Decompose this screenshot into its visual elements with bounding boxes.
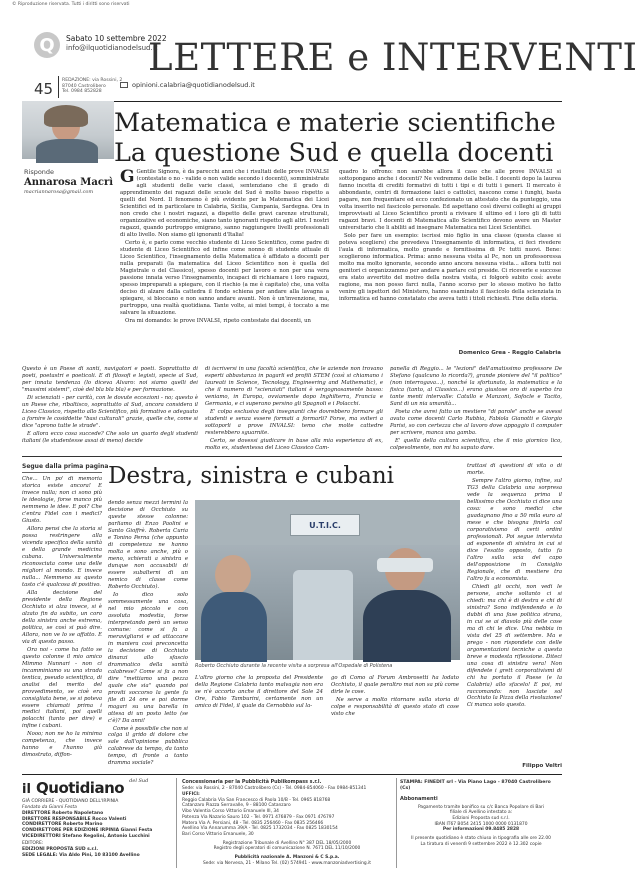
article2-column-2: dendo senza mezzi termini la decisione di Occhiuto su queste stesse colonne: parliamo di Enzo Paolini e Santo Gioffrè. Roberta Curia e Tonino Perna (che appunto di competenza ne hanno molta e sono anche, più o meno, schierati a sinistra e dunque non accusabili di essere subalterni di un nemico di classe come Roberto Occhiuto). Io dico solo sommessamente una cosa, nel mio piccolo e con assoluta modestia, forse interpretando però un senso comune: come si fa a meravigliarsi e ad attaccare in maniera così preconcetta la decisione di Occhiuto dinanzi allo sfascio drammatico della sanità calabrese? Come si fa a non dire "mettiamo una pezza quale che sia" quando poi proviti soccorso la gente fa file di 24 ore e poi dorme magari su una barella in attesa di un posto letto (se c'è)? Da anni! Come è possibile che non si colga il grido di dolore che sale dall'opinione pubblica calabrese da tempo, da tanto tempo, di fronte a tanto dramma sociale? [108,500,188,767]
mail-icon [120,82,128,88]
article2-column-3: L'altro giorno che la proposta del Presidente della Regione Calabria tanto malvagia non era se n'è accorto anche il direttore del Sole 24 Ore, Fabio Tamburini, certamente non un amico di Fidel, il quale da Cernobbio sul la- [195,675,323,709]
continued-label: Segue dalla prima pagina [22,463,109,470]
opinion-email[interactable]: opinioni.calabria@quotidianodelsud.it [132,81,255,89]
copyright-note: © Riproduzione riservata. Tutti i diritti sono riservati [12,2,130,7]
article2-column-4: go di Como al Forum Ambrosetti ha lodato Occhiuto, il quale peraltro mai non sa più come dirle le cose. Ne serve a molto ritornare sulla storia di colpe e responsabilità di questo stato di cose visto che [331,675,459,717]
photo-sign: U.T.I.C. [309,520,341,530]
page-number: 45 [34,80,54,98]
header-email: info@ilquotidianodelsud.it [66,44,158,52]
author-box: Risponde Annarosa Macrì macriannarosa@gmail.com [24,168,114,195]
article2-column-1: Che... Un po' di memoria storica esiste ancora! E invece nulla; non ci sono più le ideologie, forse manco più nemmeno le idee. E poi? Che c'entra Fidel con i medici? Giusto. Allora pensi che la storia si possa restringere alla vicenda specifica della sanità e della grande medicina cubana. Universalmente riconosciuta come una delle migliori al mondo. E invece nulla... Nemmeno su questo tasto c'è qualcosa di positivo. Alla decisione del presidente della Regione Occhiuto si alza invece, si è alzato fin da subito, un coro della sinistra anche estrema, politica, se così si può dire. Allora, non ve lo se affatto. E via di questo passo. Ora noi - come ha fatto se questo colonne il mio amico Mimmo Nunnari - non ci incamminiamo su una strada tentica, pseudo scientifica, di analisi del merito del provvedimento, se cioè era consigliata bene, se si poteva essere chiamati prima i medici italiani, poi quelli polacchi (tanto per dire) e infine i cubani. Nooo; non ne ho la minima competenza, che invece hanno e l'hanno già dimostrato, diffon- [22,476,102,759]
page-header [0,10,638,100]
article2-photo [195,500,460,660]
letter-column-1: G Gentile Signora, è da parecchi anni che i risultati delle prove INVALSI (contestate o no - valide o non valide secondo i docenti), somministrate agli studenti delle varie classi, sentenziano che il grado di apprendimento dei ragazzi delle scuole del Sud è molto basso rispetto a quelli del Nord. Il fenomeno è più evidente per la Matematica dei Licei Scientifici ed in particolare in Calabria, Sicilia, Campania, Sardegna. Ora in non credo che i nostri ragazzi, a dispetto delle gravi carenze strutturali, organizzative ed economiche, siano tanto ignoranti rispetto agli altri. I nostri ragazzi, quando purtroppo emigrano, sanno raggiungere livelli professionali di alto livello. Non siamo gli ignoranti d'Italia! Certo è, e parlo come vecchio studente di Liceo Scientifico, come padre di studente di Liceo Scientifico ed infine come nonno di studente attuale di Liceo Scientifico, l'insegnamento della Matematica è affidato a docenti per nulla preparati (la matematica del Liceo Scientifico non è quella del Magistrale o del Classico), spesso docenti per lavoro e non per una vera passione innata verso l'insegnamento, incapaci di richiamare i loro ragazzi, spesso impreparati a spiegare, con il rischio (a me è capitato) che, una volta deciso di alzare dalla cattedra il fondo schiena per andare alla lavagna a spiegare, si bloccano e non sanno andare avanti. Non è un'invenzione, ma, purtroppo, una realtà quotidiana. Tante volte, ai miei tempi, è toccato a me salvare la situazione. Ora mi domando: le prove INVALSI, ripeto contestate dai docenti, un [120,167,329,324]
reply-column-3: panella di Reggio... le "lezioni" dell'amatissimo professore De Stefano (qualcuno lo ricorda?), grande pioniere del "il politico" (non interrogava...), nonché la sfortunato, la matematica e la fisica (tanto, al Classico...) erano giustose oro di superbo tra tante menti intervalle: Catullo e Manzoni, Sofocle e Tacito, Sant di un nia umanità... Poeta che avrei fatto un mestiere "di parole" anche se avessi avuto come docenti Carlo Rubbia, Fabiola Gianotti e Giorgio Parisi, so con certezza che al lavoro dove appoggio il computer per scrivere, manca una gamba. E' quella della cultura scientifica, che il mio giornico lico, colpevolmente, non mi ha saputo dare. [390,366,562,451]
article2-column-5: trattasi di questioni di vita o di morte. Sempre l'altro giorno, infine, sul TG3 della Calabria una sorpresa vede la sequenza prima il bellissimo che Occhiuto ci dice una cosa: e sono medici che guadagnano fino a 50 mila euro al mese e che bisogna finirla col corporativismo di certi ordini professionali. Poi segue intervista ad esponente di sinistra in cui si dice l'esatto opposto, tutto fa l'altro sulla scia del capo dell'opposizione in Consiglio Regionale, che di mestiere tra l'altro fa a economista. Chiedi gli occhi, non vedi le persone, anche soltanto ci si chiedi: ma chi è di destra e chi di sinistra? Sono indifendendo e lo dubbi di una fase politica strana, in cui se ai diavolo più delle cose ma di chi le dice. Una nebbia in vista del 25 di settembre. Ma e prego - non rispondete con delle argomentazioni tecniche a questa breve e modesta riflessione. Diteci una cosa di sinistra vera! Non difendete i grett corporativismi di chi ha portato il Paese (e la Calabria) allo sfacelo! E poi, mi raccomando: non lasciate sol Occhiuto la Pizza della rivoluzione! Ci manca solo questo. [467,463,562,709]
section-title: LETTERE e INTERVENTI [148,36,638,79]
footer-stampa: STAMPA: FINEDIT srl - Via Piano Lago - 87040 Castrolibero (Cs) [400,780,551,791]
article1-title: Matematica e materie scientifiche La questione Sud e quella docenti [114,108,556,168]
reply-column-2: di iscriversi in una facoltà scientifica, che le aziende non trovano esperti abbastanza in pagarli ed profili STEM (così si chiamano i laureati in Science, Tecnology, Engineering and Mathematic), e che il numero di "scienziati" italiani è vergognosamente basso: veniamo, in Europa, ovviamente dopo Inghilterra, Francia e Germania, e ci superano persino gli Spagnoli e i Polacchi. E' colpa esclusiva degli insegnanti che dovrebbero formare gli studenti e senza essere formati a formarli? Forse, ma sviteri a sottoporli a prove INVALSI: temo che molte cattedre resterebbero sguarnite. Certo, se dovessi giudicare in base alla mia esperienza di ex, molto ex, studentessa del Liceo Classico Cam- [205,366,383,451]
footer-abbonamenti: Abbonamenti Pagamento tramite bonifico su c/c Banca Popolare di Bari filiale di Avellino intestato a: Edizioni Proposta sud s.r.l. IBAN IT67 B054 2415 1000 0000 0131870 Per informazioni 09.8485 2828 Il presente quotidiano è stato chiuso in tipografia alle ore 22.00 La tiratura di venerdì 9 settembre 2022 è 12.302 copie [400,796,551,847]
footer-masthead: GIÀ CORRIERE - QUOTIDIANO DELL'IRPINIA Fondato da Gianni Festa DIRETTORE Roberto Napoletano DIRETTORE RESPONSABILE Rocco Valenti CONDIRETTORE Roberto Marino CONDIRETTORE PER EDIZIONE IRPINIA Gianni Festa VICEDIRETTORI Stefano Regolini, Antonio Lucchini EDITORE: EDIZIONI PROPOSTA SUD s.r.l. SEDE LEGALE: Via Aldo Pini, 10 83100 Avellino [22,799,153,858]
letter-column-2: quadro lo offrono: non sarebbe allora il caso che alle prove INVALSI si sottopongano anche i docenti? Ne vedremmo delle belle. I docenti dopo la laurea fanno incetta di crediti formativi di tutti i tipi e di tutti i generi. Il mercato è abbondante, centri di formazione laici o cattolici, nascono come i funghi, basta pagare, non frequentare ed ecco confezionato un attestato che da punteggio, una volta inserito nel fascicolo personale. Ed aspettano così diversi colleghi ai gruppi improvvisati al Liceo Scientifico pronti a rivivare il ultimo ed i loro gli di tutti ragazzi bravi. I docenti di Matematica allo Scientifico devono avere un Master universitario che li abiliti ad insegnare Matematica nei Licei Scientifici. Solo per fare un esempio: iscrissi mio figlio in una classe (questa classe si poteva scegliere) che prevedeva l'insegnamento di informatica, ci feci rivedere l'aula di informatica, molto grande e fornitissima di Pc tutti nuovi. Bene: scoglierono informatica. Prima: anno nessuna visita al Pc, non un professoressa molto ma molto ignorante, secondo anno ancora nessuna visita... allora tutti noi genitori ci organizzammo per andare a parlare col preside. Ci riceverle e succose era stato avvertito del motivo della nostra visita, ci folgorò subito così: avete ragione, ma non posso farci nulla, l'anno scorso per lo stesso motivo ho fatto venire gli ispettori del Ministero, hanno esaminato il fascicolo della scienziata in informatica ed hanno constatato che aveva tutti i titoli richiesti. Fine della storia. [339,169,561,302]
article2-signature: Filippo Veltri [522,763,562,769]
reply-column-1: Questo è un Paese di santi, navigatori e poeti. Soprattutto di poeti, poetastri e poeticoli. E di filosofi e legisti, specie al Sud, per innata tendenza (lo diceva Alvaro: noi siamo quelli dei "massimi sistemi", cioè del bla bla bla) e per formazione. Di scienziati - per carità, con le dovute eccezioni - no; questo è un Paese che, ribaltisco, soprattutto al Sud, ancora considera il Liceo Classico, rispetto allo Scientifico, più formativo e adeguato a fornire le cosiddette "basi culturali" grazie, quelle che, come si dice "aprono tutte le strade". E allora ecco cosa succede? Che solo un quarto degli studenti italiani (le studentesse assai di meno) decide [22,366,198,444]
article2-title: Destra, sinistra e cubani [108,463,395,489]
header-date: Sabato 10 settembre 2022 [66,34,167,43]
logo-q-icon: Q [34,32,60,58]
footer-logo: il Quotidiano $^{del Sud}$ [22,778,149,797]
letter-signature: Domenico Grea - Reggio Calabria [458,350,561,356]
footer-concession: Concessionaria per la Pubblicità Publikompass s.r.l. Sede: via Rossini, 2 - 87040 Castrolibero (Cs) - Tel. 0984-854060 - Fax 0984-851341 UFFICI: Reggio Calabria Via San Francesco di Paola 10/B - Tel. 0965 818768 Catanzaro Piazza Serravalle, 9 - 88100 Catanzaro Vibo Valentia Corso Vittorio Emanuele III, 34 Potenza Via Nazario Sauro 102 - Tel. 0971 476879 - Fax 0971 476797 Matera Via A. Persiani, 48 - Tel. 0835 256460 - Fax 0835 256466 Avellino Via Annarumma 39/A - Tel. 0825 1732034 - Fax 0825 1830154 Bari Corso Vittorio Emanuele, 30 Registrazione Tribunale di Avellino N° 387 DEL 18/05/2000 Registro degli operatori di comunicazione N. 7671 DEL 11/10/2000 Pubblicità nazionale A. Manzoni & C S.p.a. Sede: via Nervesa, 21 - Milano Tel. (02) 574941 - www.manzoniadvertising.it [182,780,371,866]
author-photo [22,101,114,159]
photo-caption: Roberto Occhiuto durante la recente visita a sorpresa all'Ospedale di Polistena [195,663,393,669]
redazione-info: REDAZIONE: via Rossini, 2 87040 Castrolibero Tel. 0984 852828 [62,78,123,95]
